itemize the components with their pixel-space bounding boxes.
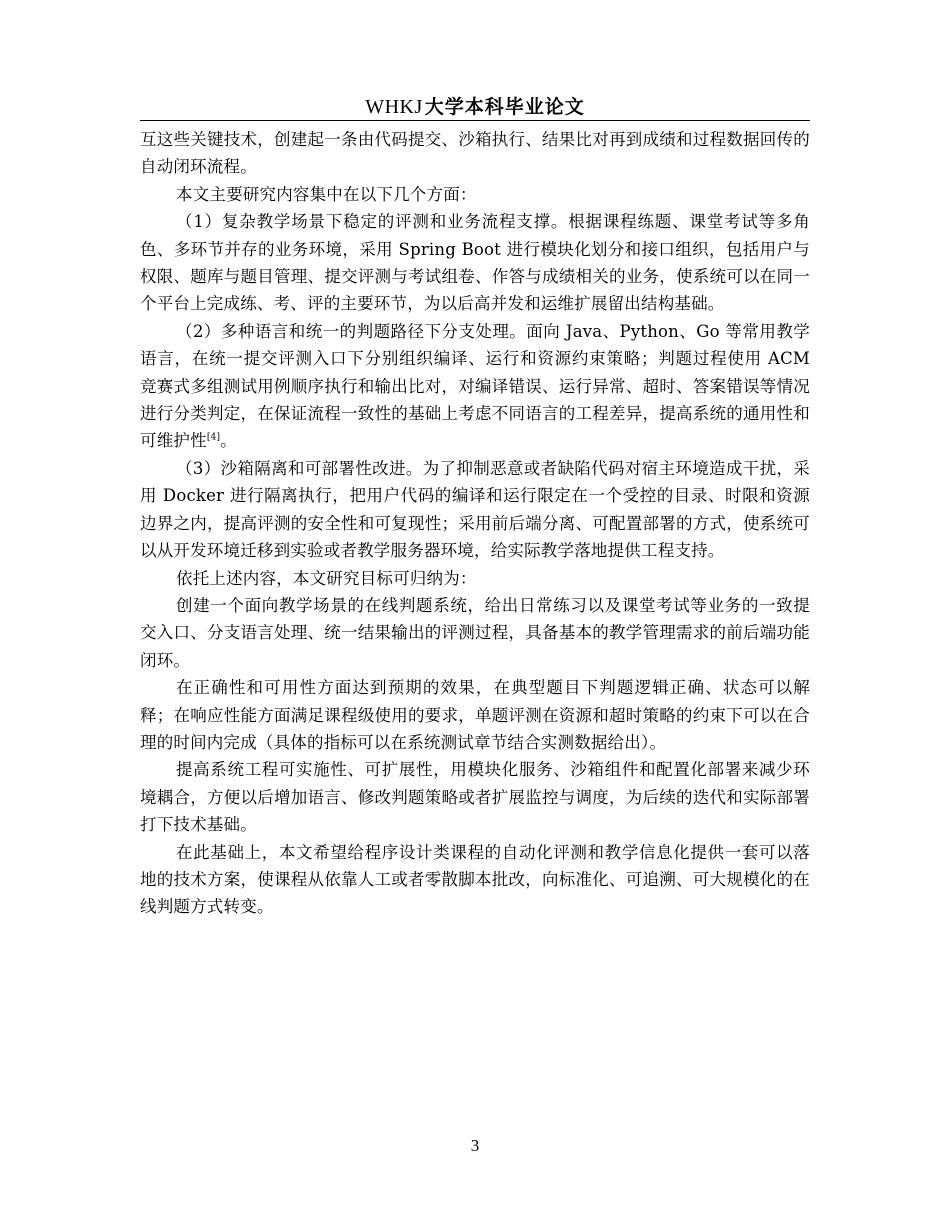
citation-reference: [4] xyxy=(206,432,221,443)
page-number: 3 xyxy=(470,1136,480,1155)
paragraph-research-intro: 本文主要研究内容集中在以下几个方面： xyxy=(176,184,477,204)
paragraph-item-2 xyxy=(140,318,810,455)
paragraph-item-2-text: （2）多种语言和统一的判题路径下分支处理。面向 Java、Python、Go 等常用教学语言，在统一提交评测入口下分别组织编译、运行和资源约束策略；判题过程使用 ACM 竞赛式多组测试用例顺序执行和输出比对，对编译错误、运行异常、超时、答案错误等情况进行分类判定，在保证流程一致性的基础上考虑不同语言的工程差异，提高系统的通用性和可维护性 xyxy=(140,321,810,451)
body-text xyxy=(140,126,810,921)
header-university-code: WHKJ xyxy=(365,96,423,118)
paragraph-item-3: （3）沙箱隔离和可部署性改进。为了抑制恶意或者缺陷代码对宿主环境造成干扰，采用 Docker 进行隔离执行，把用户代码的编译和运行限定在一个受控的目录、时限和资源边界之内，提高评测的安全性和可复现性；采用前后端分离、可配置部署的方式，使系统可以从开发环境迁移到实验或者教学服务器环境，给实际教学落地提供工程支持。 xyxy=(140,458,810,561)
paragraph-continuation: 互这些关键技术，创建起一条由代码提交、沙箱执行、结果比对再到成绩和过程数据回传的自动闭环流程。 xyxy=(140,130,810,177)
page-header xyxy=(140,92,810,121)
paragraph-conclusion: 在此基础上，本文希望给程序设计类课程的自动化评测和教学信息化提供一套可以落地的技术方案，使课程从依靠人工或者零散脚本批改，向标准化、可追溯、可大规模化的在线判题方式转变。 xyxy=(140,842,810,917)
paragraph-goal-2: 在正确性和可用性方面达到预期的效果，在典型题目下判题逻辑正确、状态可以解释；在响应性能方面满足课程级使用的要求，单题评测在资源和超时策略的约束下可以在合理的时间内完成（具体的指标可以在系统测试章节结合实测数据给出）。 xyxy=(140,678,810,752)
paragraph-goal-1: 创建一个面向教学场景的在线判题系统，给出日常练习以及课堂考试等业务的一致提交入口、分支语言处理、统一结果输出的评测过程，具备基本的教学管理需求的前后端功能闭环。 xyxy=(140,595,810,670)
paragraph-item-1: （1）复杂教学场景下稳定的评测和业务流程支撑。根据课程练题、课堂考试等多角色、多环节并存的业务环境，采用 Spring Boot 进行模块化划分和接口组织，包括用户与权限、题库与题目管理、提交评测与考试组卷、作答与成绩相关的业务，使系统可以在同一个平台上完成练、考、评的主要环节，为以后高并发和运维扩展留出结构基础。 xyxy=(140,212,810,314)
paragraph-item-2-tail: 。 xyxy=(220,431,237,451)
header-title: 大学本科毕业论文 xyxy=(424,96,585,118)
paragraph-goal-3: 提高系统工程可实施性、可扩展性，用模块化服务、沙箱组件和配置化部署来减少环境耦合，方便以后增加语言、修改判题策略或者扩展监控与调度，为后续的迭代和实际部署打下技术基础。 xyxy=(140,760,810,835)
paragraph-goals-intro: 依托上述内容，本文研究目标可归纳为： xyxy=(176,568,477,588)
